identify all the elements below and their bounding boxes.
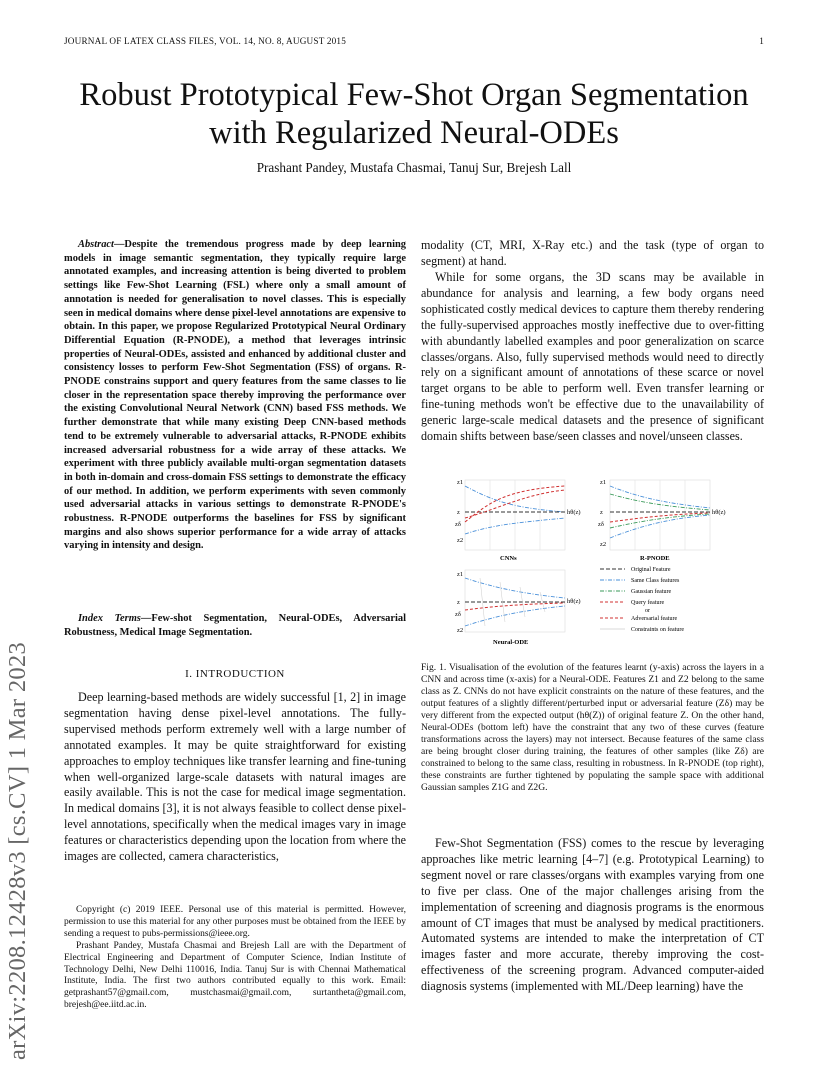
node-label-z1: z1: [457, 571, 464, 578]
section-heading: I. INTRODUCTION: [185, 668, 285, 680]
abstract-label: Abstract: [78, 239, 114, 250]
figure-legend: [600, 567, 684, 633]
cnn-label-zdelta: zδ: [455, 521, 461, 528]
index-terms-text: Few-shot Segmentation, Neural-ODEs, Adversarial Robustness, Medical Image Segmentation.: [64, 613, 406, 638]
legend-gaussian: Gaussian feature: [631, 589, 672, 595]
right-text-1: While for some organs, the 3D scans may be available in abundance for analysis and learning, a few body organs need sophisticated costly medical devices to capture them thereby rendering the fully-supervised approaches mostly ineffective due to over-fitting with abundantly labelled examples and poor generalization on scarce classes/organs. Also, fully supervised methods would need to directly rely on a significant amount of annotations of these scarce or novel target organs to be able to perform well. Even transfer learning or fine-tuning methods won't be effective due to the unavailability of generic large-scale medical datasets and the presence of significant domain shifts between base/seen classes and novel/unseen classes.: [421, 270, 764, 444]
node-label-z: z: [457, 599, 460, 606]
rpnode-h-label: hθ(z): [712, 509, 726, 516]
cnn-label-z1: z1: [457, 479, 464, 486]
legend-adversarial: Adversarial feature: [631, 616, 678, 622]
index-terms: Index Terms—Few-shot Segmentation, Neural-ODEs, Adversarial Robustness, Medical Image Segmentation.: [64, 613, 406, 638]
intro-paragraph: [64, 690, 406, 865]
panel-cnn-title: CNNs: [500, 555, 517, 562]
arxiv-watermark: arXiv:2208.12428v3 [cs.CV] 1 Mar 2023: [4, 641, 31, 1060]
intro-text: Deep learning-based methods are widely successful [1, 2] in image segmentation having dense pixel-level annotations. The fully-supervised methods perform extremely well with a large number of annotated examples. It may be quite straightforward for existing approaches to employ techniques like transfer learning and fine-tuning when well-organized large-scale datasets with natural images are easily available. This is not the case for medical image segmentation. In medical domains [3], it is not always feasible to collect dense pixel-level annotations, specifically when the medical images vary in image features or characteristics depending upon the location from where the images are collected, camera characteristics,: [64, 690, 406, 864]
page-number: 1: [759, 36, 764, 46]
abstract: Abstract—Despite the tremendous progress made by deep learning models in image semantic segmentation, they typically require large annotated examples, and increasing attention is being diverted to problem settings like Few-Shot Learning (FSL) where only a small amount of annotation is needed for generalisation to novel classes. This is especially seen in medical domains where dense pixel-level annotations are expensive to obtain. In this paper, we propose Regularized Prototypical Neural Ordinary Differential Equation (R-PNODE), a method that leverages intrinsic properties of Neural-ODEs, assisted and enhanced by additional cluster and consistency losses to perform Few-Shot Segmentation (FSS) of organs. R-PNODE constrains support and query features from the same classes to lie closer in the representation space thereby improving the performance over the existing Convolutional Neural Network (CNN) based FSS methods. We further demonstrate that while many existing Deep CNN-based methods tend to be extremely vulnerable to adversarial attacks, R-PNODE exhibits increased adversarial robustness for a wide array of these attacks. We experiment with three publicly available multi-organ segmentation datasets in both in-domain and cross-domain FSS settings to demonstrate the efficacy of our method. In addition, we perform experiments with seven commonly used adversarial attacks in various settings to demonstrate R-PNODE's robustness. R-PNODE outperforms the baselines for FSS by significant margins and also shows superior performance for a wide array of attacks varying in intensity and design.: [64, 239, 406, 552]
journal-name: JOURNAL OF LATEX CLASS FILES, VOL. 14, NO. 8, AUGUST 2015: [64, 36, 347, 46]
footnote-affiliation: Prashant Pandey, Mustafa Chasmai and Brejesh Lall are with the Department of Electrical Engineering and Department of Computer Science, Indian Institute of Technology Delhi, New Delhi 110016, India. Tanuj Sur is with Chennai Mathematical Institute, India. The first two authors contributed equally to this work. Email: getprashant57@gmail.com, mustchasmai@gmail.com, surtantheta@gmail.com, brejesh@ee.iitd.ac.in.: [64, 940, 406, 1011]
right-text-2: Few-Shot Segmentation (FSS) comes to the rescue by leveraging approaches like metric learning [4–7] (e.g. Prototypical Learning) to segment novel or rare classes/organs with examples varying from one to five per class. One of the major challenges arising from the implementation of screening and diagnosis programs is the enormous amount of CT images that must be analysed by medical practitioners. Automated systems are intended to make the interpretation of CT images faster and more accurate, thereby improving the cost-effectiveness of the screening program. Advanced computer-aided diagnosis systems (implemented with ML/Deep learning) have the: [421, 836, 764, 994]
right-paragraph-1: [421, 270, 764, 445]
panel-node-title: Neural-ODE: [493, 639, 529, 646]
footnote-copyright: Copyright (c) 2019 IEEE. Personal use of this material is permitted. However, permission to use this material for any other purposes must be obtained from the IEEE by sending a request to pubs-permissions@ieee.org.: [64, 905, 406, 939]
node-label-z2: z2: [457, 627, 464, 634]
cnn-h-label: hθ(z): [567, 509, 581, 516]
paper-title: [40, 76, 788, 152]
rpnode-label-z2: z2: [600, 541, 607, 548]
legend-constraints: Constraints on feature: [631, 627, 684, 633]
author-list: Prashant Pandey, Mustafa Chasmai, Tanuj Sur, Brejesh Lall: [256, 160, 572, 175]
legend-or: or: [645, 608, 650, 614]
cnn-label-z2: z2: [457, 537, 464, 544]
rpnode-label-z1: z1: [600, 479, 607, 486]
rpnode-label-zdelta: zδ: [598, 521, 604, 528]
node-h-label: hθ(z): [567, 598, 581, 605]
rpnode-label-z: z: [600, 509, 603, 516]
panel-neural-ode: [455, 570, 581, 646]
node-label-zdelta: zδ: [455, 611, 461, 618]
right-paragraph-2: [421, 836, 764, 995]
figure-1: [445, 472, 765, 652]
cnn-label-z: z: [457, 509, 460, 516]
title-line-2: with Regularized Neural-ODEs: [209, 115, 619, 151]
footnotes: [64, 905, 406, 1012]
panel-rpnode: [598, 479, 726, 562]
right-paragraph-0: [421, 238, 764, 270]
title-line-1: Robust Prototypical Few-Shot Organ Segmentation: [79, 77, 749, 113]
abstract-text: Despite the tremendous progress made by deep learning models in image semantic segmentation, they typically require large annotated examples, and increasing attention is being diverted to problem settings like Few-Shot Learning (FSL) where only a small amount of annotation is needed for generalisation to novel classes. This is especially seen in medical domains where dense pixel-level annotations are expensive to obtain. In this paper, we propose Regularized Prototypical Neural Ordinary Differential Equation (R-PNODE), a method that leverages intrinsic properties of Neural-ODEs, assisted and enhanced by additional cluster and consistency losses to perform Few-Shot Segmentation (FSS) of organs. R-PNODE constrains support and query features from the same classes to lie closer in the representation space thereby improving the performance over the existing Convolutional Neural Network (CNN) based FSS methods. We further demonstrate that while many existing Deep CNN-based methods tend to be extremely vulnerable to adversarial attacks, R-PNODE exhibits increased adversarial robustness for a wide array of these attacks. We experiment with three publicly available multi-organ segmentation datasets in both in-domain and cross-domain FSS settings to demonstrate the efficacy of our method. In addition, we perform experiments with seven commonly used adversarial attacks in various settings to demonstrate R-PNODE's robustness. R-PNODE outperforms the baselines for FSS by significant margins and also shows superior performance for a wide array of attacks varying in intensity and design.: [64, 239, 406, 552]
legend-query: Query feature: [631, 600, 665, 606]
panel-rpnode-title: R-PNODE: [640, 555, 670, 562]
legend-original: Original Feature: [631, 567, 671, 573]
legend-same-class: Same Class features: [631, 578, 680, 584]
panel-cnn: [455, 479, 581, 562]
figure-caption: Fig. 1. Visualisation of the evolution of the features learnt (y-axis) across the layers in a CNN and across time (x-axis) for a Neural-ODE. Features Z1 and Z2 belong to the same class as Z. CNNs do not have explicit constraints on the nature of these features, and the output features of a slightly different/perturbed input or adversarial feature (Zδ) may be very different from the expected output (hθ(Z)) of original feature Z. On the other hand, Neural-ODEs (bottom left) have the constraint that any two of these curves (feature transformations across the layers) may not intersect. Because features of the same class are being brought closer during training, the features of other samples (like Zδ) are constrained to belong to the same class, resulting in robustness. In R-PNODE (top right), these constraints are further tightened by populating the sample space with additional Gaussian samples Z1G and Z2G.: [421, 662, 764, 793]
index-terms-label: Index Terms: [78, 613, 141, 624]
running-header: [64, 36, 764, 46]
right-text-0: modality (CT, MRI, X-Ray etc.) and the task (type of organ to segment) at hand.: [421, 238, 764, 268]
